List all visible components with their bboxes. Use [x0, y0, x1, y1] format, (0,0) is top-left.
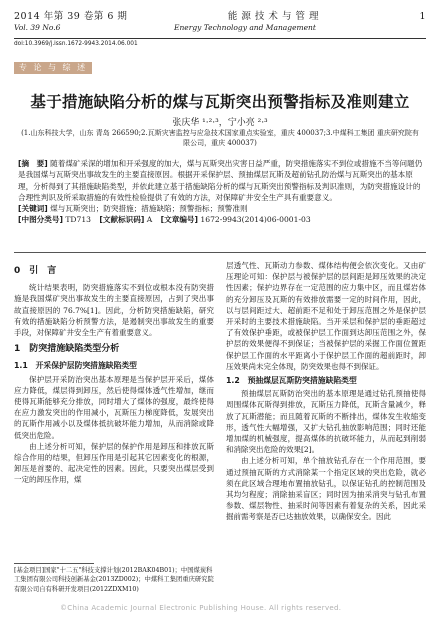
abstract-block — [18, 158, 424, 225]
abstract-divider — [14, 252, 426, 253]
journal-title-en: Energy Technology and Management — [174, 23, 316, 32]
paragraph: 层透气性、瓦斯动力参数、煤体结构便会依次变化。又由矿压理论可知：保护层与被保护层的层间距是卸压效果的决定性因素；保护边界存在一定范围的应力集中区，而且煤岩体的充分卸压及瓦斯的有效排放需要一定的时间作用，因此，以与层间距过大、超前距不足和处于卸压范围之外是保护层开采时的主要技术措施缺陷。当开采层和保护层的垂距超过了有效保护垂距，或被保护层工作面到达卸压范围之外，保护层的效果便得不到保证；当被保护层的采掘工作面位置距保护层工作面的水平距离小于保护层工作面的超前距时，卸压效果尚未完全体现，防突效果也得不到保证。 — [226, 261, 426, 371]
issue-en: Vol. 39 No.6 — [14, 23, 61, 32]
page-number: 1 — [419, 11, 426, 22]
footnote-divider — [14, 563, 94, 564]
doi: doi:10.3969/j.issn.1672-9943.2014.06.001 — [14, 41, 138, 47]
paragraph: 由上述分析可知，单个抽放钻孔存在一个作用范围，要通过预抽瓦斯的方式消除某一个指定区域的突出危险，就必须在此区域合理地布置抽放钻孔，以保证钻孔的控制范围及其均匀程度；消除抽采盲区；同时因为抽采消突与钻孔布置参数、煤层物性、抽采时间等因素有着复杂的关系，因此采掘前需考察是否已达抽放效果，以确保安全。因此 — [226, 456, 426, 522]
left-column — [14, 260, 214, 486]
column-tag: 专 论 与 综 述 — [14, 62, 92, 74]
keywords — [18, 203, 424, 214]
paragraph: 预抽煤层瓦斯防治突出的基本原理是通过钻孔预抽使得周围煤体瓦斯得到排放，瓦斯压力降低，瓦斯含量减少，释放了瓦斯潜能；而且随着瓦斯的不断排出，煤体发生收缩变形，透气性大幅增强，又扩大钻孔抽放影响范围；同时还能增加煤的机械强度，提高煤体的抗破坏能力，从而起到削弱和消除突出危险的效果[2]。 — [226, 389, 426, 455]
funding-footnote: [基金项目]国家"十二五"科技支撑计划(2012BAK04B01)；中国煤炭科工集团有限公司科技创新基金(2013ZD002)；中煤科工集团重庆研究院有限公司自有科研开发项目(2012ZDXM10) — [14, 567, 214, 593]
article-id-value: 1672-9943(2014)06-0001-03 — [200, 215, 311, 225]
authors: 张庆华 ¹·²·³，宁小亮 ²·³ — [172, 118, 268, 128]
classification — [18, 214, 424, 225]
header-divider — [14, 38, 426, 39]
running-header — [14, 8, 426, 36]
clc-label: [中图分类号] — [18, 215, 63, 225]
doc-code-value: A — [146, 215, 153, 225]
keywords-label: [关键词] — [18, 204, 48, 214]
paper-title: 基于措施缺陷分析的煤与瓦斯突出预警指标及准则建立 — [30, 93, 410, 111]
subsection-heading-1-2: 1.2 预抽煤层瓦斯防突措施缺陷类型 — [226, 376, 357, 386]
abstract — [18, 158, 424, 203]
subsection-heading-1-1: 1.1 开采保护层防突措施缺陷类型 — [14, 361, 137, 371]
affiliation: (1.山东科技大学，山东 青岛 266590;2.瓦斯灾害监控与应急技术国家重点实验室，重庆 400037;3.中煤科工集团 重庆研究院有限公司，重庆 400037) — [21, 129, 419, 147]
clc-value: TD713 — [65, 215, 91, 225]
doc-code-label: [文献标识码] — [99, 215, 145, 225]
abstract-label: [摘 要] — [18, 159, 48, 168]
paragraph: 保护层开采防治突出基本原理是当保护层开采后，煤体应力降低，煤层得到卸压，然后使得煤体透气性增加，继而使得瓦斯能够充分排放，同时增大了煤体的强度，最终使得在应力激发突出的作用减小，瓦斯压力梯度降低，发展突出的瓦斯作用减小以及煤体抵抗破坏能力增加，从而消除或降低突出危险。 — [14, 374, 214, 440]
abstract-text: 随着煤矿采深的增加和开采强度的加大，煤与瓦斯突出灾害日益严重，防突措施落实不到位或措施不当等问题仍是我国煤与瓦斯突出事故发生的主要直接原因。根据开采保护层、预抽煤层瓦斯及超前钻孔防治煤与瓦斯突出的基本原理，分析得到了其措施缺陷类型，并依此建立基于措施缺陷分析的煤与瓦斯突出预警指标及判识准则，为防突措施设计的合理性判识及所采取措施的有效性检验提供了有效的方法，对保障矿井安全生产具有重要意义。 — [18, 159, 423, 202]
issue-cn: 2014 年第 39 卷第 6 期 — [14, 11, 128, 22]
section-heading-1: 1 防突措施缺陷类型分析 — [14, 344, 120, 355]
article-id-label: [文章编号] — [160, 215, 198, 225]
journal-title-cn: 能 源 技 术 与 管 理 — [227, 11, 319, 22]
publisher-watermark: ©China Academic Journal Electronic Publishing House. All rights reserved. — [60, 604, 342, 612]
keywords-text: 煤与瓦斯突出；防突措施；措施缺陷；预警指标；预警准则 — [50, 204, 248, 214]
paragraph: 由上述分析可知，保护层的保护作用是卸压和排放瓦斯综合作用的结果，但卸压作用是引起其它因素变化的根源，卸压是首要的、起决定性的因素。因此，只要突出煤层受到一定的卸压作用，煤 — [14, 441, 214, 485]
paragraph: 统计结果表明，防突措施落实不到位或根本没有防突措施是我国煤矿突出事故发生的主要直接原因，占到了突出事故直接原因的 76.7%[1]。因此，分析防突措施缺陷，研究有效的措施缺陷分析预警方法，是遏制突出事故发生的重要手段，对保障矿井安全生产有着重要意义。 — [14, 283, 214, 338]
right-column — [226, 260, 426, 523]
section-heading-intro: 0 引 言 — [14, 266, 57, 276]
